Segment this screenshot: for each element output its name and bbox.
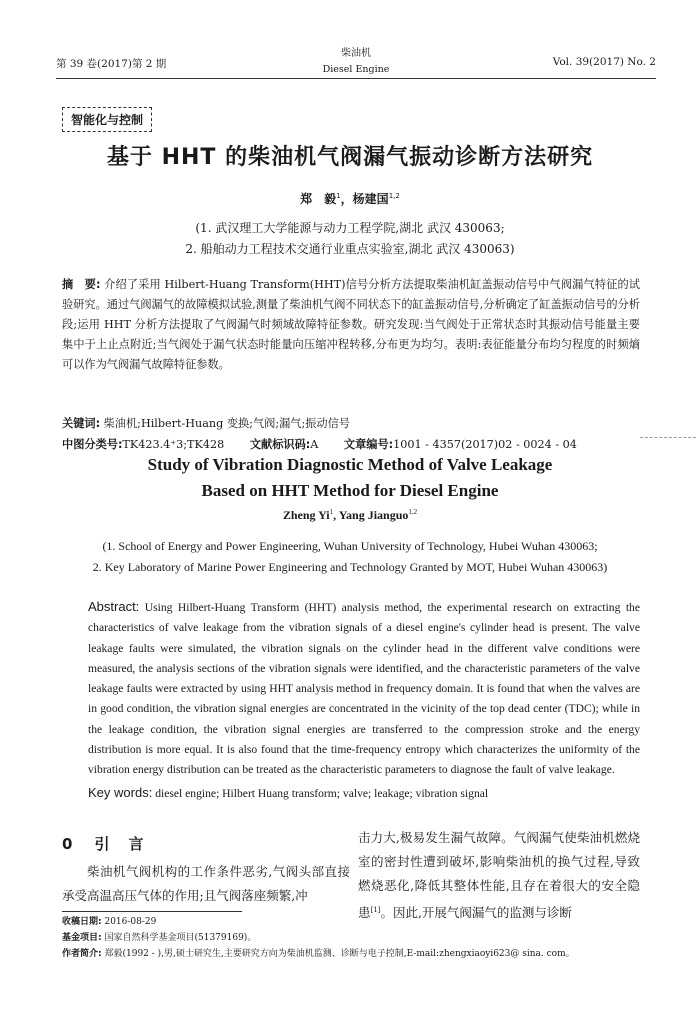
- authors-en: [0, 508, 700, 523]
- body-paragraph-left: 柴油机气阀机构的工作条件恶劣,气阀头部直接承受高温高压气体的作用;且气阀落座频繁,冲: [62, 864, 350, 903]
- header-journal-en: Diesel Engine: [322, 64, 390, 75]
- affiliation-en-2: 2. Key Laboratory of Marine Power Engineering and Technology Granted by MOT, Hubei Wuhan 430063): [92, 560, 608, 574]
- clc-label: 中图分类号:: [62, 438, 123, 451]
- author-bio-text: 郑毅(1992 - ),男,硕士研究生,主要研究方向为柴油机监测、诊断与电子控制,E-mail:zhengxiaoyi623@ sina. com。: [104, 949, 575, 959]
- fund-label: 基金项目:: [62, 933, 102, 943]
- header-issue-en: Vol. 39(2017) No. 2: [552, 56, 656, 68]
- footnote-received: [62, 914, 662, 930]
- abstract-en: [88, 597, 640, 781]
- abstract-en-label: Abstract:: [88, 599, 140, 614]
- title-en-line-1: Study of Vibration Diagnostic Method of Valve Leakage: [147, 455, 553, 474]
- section-title: 引 言: [94, 835, 146, 853]
- author-1-cn: 郑 毅: [300, 192, 337, 206]
- doc-code-value: A: [310, 438, 319, 451]
- author-2-en-sup: 1,2: [408, 508, 418, 516]
- author-sep-en: ,: [333, 508, 339, 522]
- running-header: [56, 44, 656, 79]
- affiliations-en: [0, 536, 700, 578]
- abstract-cn-label: 摘 要:: [62, 278, 101, 291]
- footnote-divider: [62, 911, 242, 912]
- header-journal-cn: 柴油机: [341, 48, 371, 59]
- author-bio-label: 作者简介:: [62, 949, 102, 959]
- keywords-cn-label: 关键词:: [62, 417, 101, 430]
- keywords-en-text: diesel engine; Hilbert Huang transform; valve; leakage; vibration signal: [155, 787, 489, 800]
- section-heading: [62, 832, 350, 856]
- article-no-label: 文章编号:: [343, 438, 394, 451]
- received-date: 2016-08-29: [104, 917, 157, 927]
- citation-ref: [1]: [370, 906, 381, 914]
- body-right-text-b: 。因此,开展气阀漏气的监测与诊断: [380, 905, 572, 921]
- keywords-en-label: Key words:: [88, 785, 153, 800]
- affiliation-cn-1: (1. 武汉理工大学能源与动力工程学院,湖北 武汉 430063;: [195, 221, 505, 235]
- title-en-line-2: Based on HHT Method for Diesel Engine: [201, 481, 499, 500]
- classification-cn: [62, 436, 577, 452]
- category-label: 智能化与控制: [62, 107, 152, 132]
- authors-cn: [0, 190, 700, 207]
- title-en: [0, 452, 700, 504]
- author-2-cn-sup: 1,2: [388, 192, 400, 200]
- body-paragraph-right: [358, 826, 640, 925]
- author-1-en-sup: 1: [329, 508, 334, 516]
- keywords-en: [88, 785, 488, 800]
- body-column-right: [358, 826, 640, 925]
- article-no-value: 1001 - 4357(2017)02 - 0024 - 04: [393, 438, 577, 451]
- keywords-cn-text: 柴油机;Hilbert-Huang 变换;气阀;漏气;振动信号: [103, 417, 350, 430]
- author-1-cn-sup: 1: [336, 192, 341, 200]
- author-2-cn: 杨建国: [352, 192, 389, 206]
- body-column-left: [62, 832, 350, 908]
- footnote-fund: [62, 930, 662, 946]
- header-issue-cn: 第 39 卷(2017)第 2 期: [56, 58, 167, 70]
- author-1-en: Zheng Yi: [282, 508, 330, 522]
- author-sep-cn: ，: [340, 192, 353, 206]
- section-number: 0: [62, 835, 75, 853]
- body-right-text-a: 击力大,极易发生漏气故障。气阀漏气使柴油机燃烧室的密封性遭到破坏,影响柴油机的换气过程,导致燃烧恶化,降低其整体性能,且存在着很大的安全隐患: [358, 830, 640, 921]
- affiliations-cn: [0, 218, 700, 260]
- fund-text: 国家自然科学基金项目(51379169)。: [104, 933, 257, 943]
- abstract-cn: [62, 275, 640, 375]
- doc-code-label: 文献标识码:: [249, 438, 311, 451]
- keywords-cn: [62, 415, 350, 431]
- footnote-author: [62, 946, 662, 962]
- clc-value: TK423.4⁺3;TK428: [122, 438, 225, 451]
- footnotes: [62, 914, 662, 962]
- received-label: 收稿日期:: [62, 917, 102, 927]
- abstract-en-text: Using Hilbert-Huang Transform (HHT) analysis method, the experimental research on extracting the characteristics of valve leakage from the vibration signals of a diesel engine's cylinder head is present. The valve leakage faults were simulated, the vibration signals on the cylinder head in the different valve conditions were measured, the analysis sections of the vibration signals were identified, and the characteristic parameters of the valve leakage faults were extracted by using HHT analysis method in frequency domain. It is found that when the valves are in good condition, the vibration signal energies are concentrated in the vicinity of the top dead center (TDC); while in the leakage condition, the vibration signal energies are transferred to the compression stroke and the energy distribution is more equal. It is also found that the time-frequency entropy which characterizes the uniformity of the vibration energy distribution can be treated as the characteristic parameters to diagnose the fault of valve leakage.: [88, 601, 640, 777]
- abstract-cn-text: 介绍了采用 Hilbert-Huang Transform(HHT)信号分析方法提取柴油机缸盖振动信号中气阀漏气特征的试验研究。通过气阀漏气的故障模拟试验,测量了柴油机气阀不同状态下的缸盖振动信号,分析确定了缸盖振动信号的分析段;运用 HHT 分析方法提取了气阀漏气时频域故障特征参数。研究发现:当气阀处于正常状态时其振动信号能量主要集中于上止点附近;当气阀处于漏气状态时能量向压缩冲程转移,分布更为均匀。表明:表征能量分布均匀程度的时频熵可以作为气阀漏气故障特征参数。: [62, 278, 640, 371]
- affiliation-en-1: (1. School of Energy and Power Engineering, Wuhan University of Technology, Hubei Wuhan 430063;: [102, 539, 598, 553]
- scan-artifact-line: [640, 437, 696, 438]
- author-2-en: Yang Jianguo: [338, 508, 409, 522]
- affiliation-cn-2: 2. 船舶动力工程技术交通行业重点实验室,湖北 武汉 430063): [185, 242, 515, 256]
- title-cn: 基于 HHT 的柴油机气阀漏气振动诊断方法研究: [106, 145, 594, 170]
